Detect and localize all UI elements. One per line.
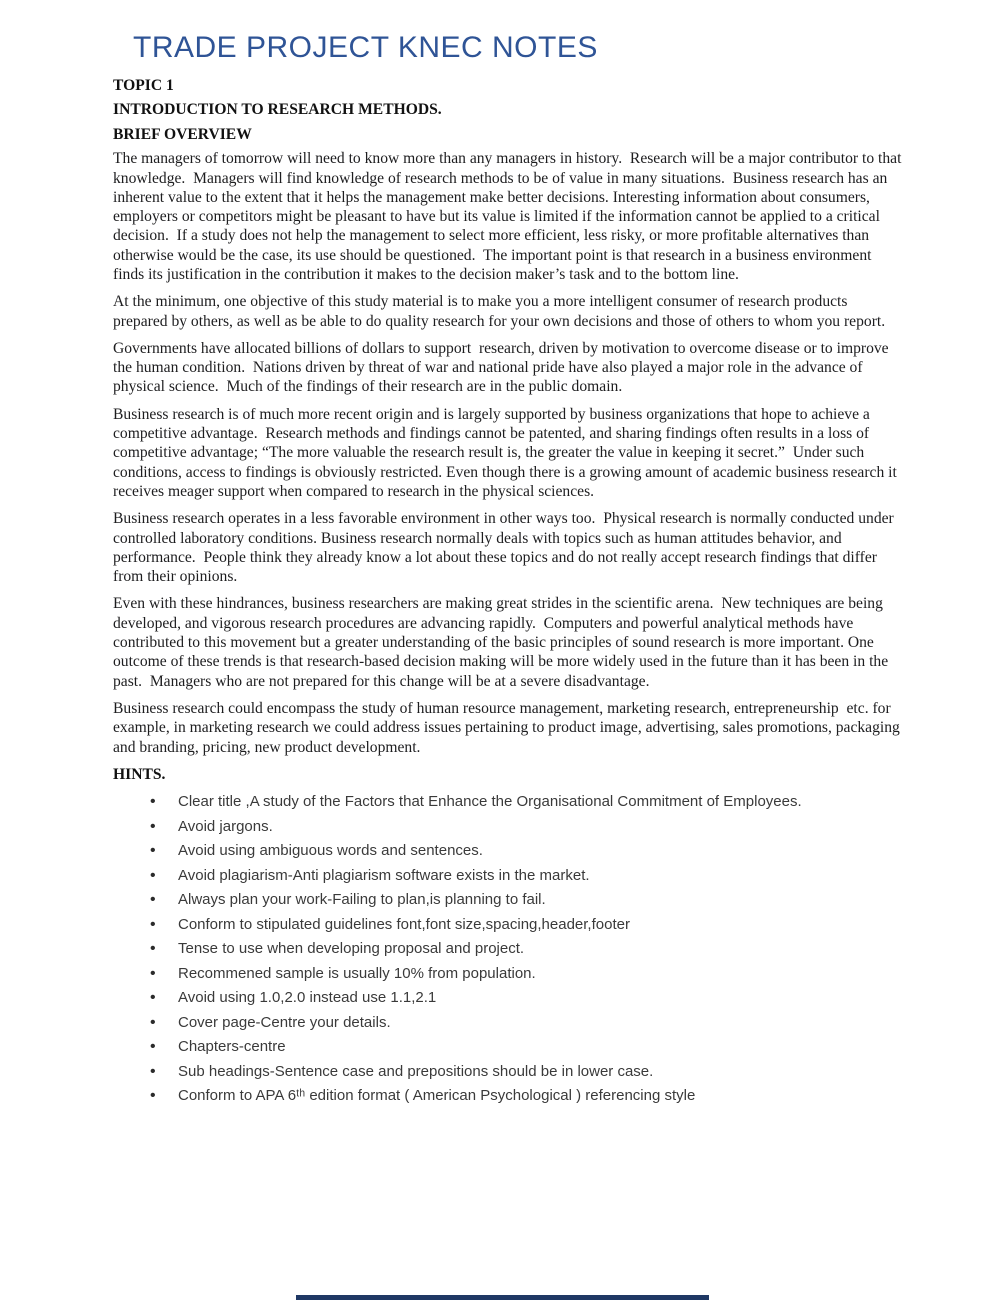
bullet-icon <box>150 1012 178 1035</box>
bullet-icon <box>150 987 178 1010</box>
bullet-icon <box>150 914 178 937</box>
list-item <box>113 815 902 840</box>
list-item-text: Cover page-Centre your details. <box>178 1013 391 1031</box>
bullet-icon <box>150 865 178 888</box>
list-item <box>113 888 902 913</box>
bullet-icon <box>150 938 178 961</box>
page-title: TRADE PROJECT KNEC NOTES <box>133 31 598 64</box>
paragraph-less-favorable-environment: Business research operates in a less favorable environment in other ways too. Physical research is normally conducted under controlled laboratory conditions. Business research normally deals with topics such as human attitudes behavior, and performance. People think they already know a lot about these topics and do not really accept research findings that differ from their opinions. <box>113 510 898 586</box>
list-item <box>113 1084 902 1109</box>
paragraph-managers-of-tomorrow: The managers of tomorrow will need to know more than any managers in history. Research will be a major contributor to that knowledge. Managers will find knowledge of research methods to be of value in many situations. Business research has an inherent value to the extent that it helps the management make better decisions. Interesting information about consumers, employers or competitors might be pleasant to have but its value is limited if the information cannot be applied to a critical decision. If a study does not help the management to select more efficient, less risky, or more profitable alternatives than otherwise would be the case, its use should be questioned. The important point is that research in a business environment finds its justification in the contribution it makes to the decision maker’s task and to the bottom line. <box>113 150 906 283</box>
list-item-text: Avoid jargons. <box>178 817 273 835</box>
list-item-text: Tense to use when developing proposal and project. <box>178 940 525 958</box>
bullet-icon <box>150 1061 178 1084</box>
paragraph-business-research-origin: Business research is of much more recent origin and is largely supported by business organizations that hope to achieve a competitive advantage. Research methods and findings cannot be patented, and sharing findings often results in a loss of competitive advantage; “The more valuable the research result is, the greater the value in keeping it secret.” Under such conditions, access to findings is obviously restricted. Even though there is a growing amount of academic business research it receives meager support when compared to research in the physical sciences. <box>113 405 901 500</box>
bullet-icon <box>150 791 178 814</box>
list-item-text: Sub headings-Sentence case and prepositions should be in lower case. <box>178 1062 654 1080</box>
heading-hints: HINTS. <box>113 765 166 783</box>
bullet-icon <box>150 889 178 912</box>
bullet-icon <box>150 963 178 986</box>
list-item-text: Chapters-centre <box>178 1038 286 1056</box>
list-item <box>113 839 902 864</box>
list-item <box>113 1060 902 1085</box>
list-item <box>113 962 902 987</box>
list-item-text: Avoid using ambiguous words and sentences. <box>178 842 483 860</box>
list-item-text: Always plan your work-Failing to plan,is planning to fail. <box>178 891 546 909</box>
next-section-divider-bar <box>296 1295 709 1300</box>
list-item <box>113 864 902 889</box>
bullet-icon <box>150 840 178 863</box>
list-item <box>113 986 902 1011</box>
paragraph-hindrances-progress: Even with these hindrances, business researchers are making great strides in the scientific arena. New techniques are being developed, and vigorous research procedures are advancing rapidly. Computers and powerful analytical methods have contributed to this movement but a greater understanding of the basic principles of sound research is more important. One outcome of these trends is that research-based decision making will be more widely used in the future than it has been in the past. Managers who are not prepared for this change will be at a severe disadvantage. <box>113 595 893 690</box>
heading-introduction: INTRODUCTION TO RESEARCH METHODS. <box>113 101 442 119</box>
list-item <box>113 790 902 815</box>
paragraph-governments-funding: Governments have allocated billions of dollars to support research, driven by motivation to overcome disease or to improve the human condition. Nations driven by threat of war and national pride have also played a major role in the advance of physical science. Much of the findings of their research are in the public domain. <box>113 339 893 396</box>
bullet-icon <box>150 1085 178 1108</box>
bullet-icon <box>150 1036 178 1059</box>
list-item-text: Clear title ,A study of the Factors that Enhance the Organisational Commitment of Employees. <box>178 793 802 811</box>
list-item <box>113 1035 902 1060</box>
hints-list <box>113 790 902 1109</box>
list-item-text: Recommened sample is usually 10% from population. <box>178 964 536 982</box>
heading-topic: TOPIC 1 <box>113 77 174 94</box>
list-item-text: Avoid using 1.0,2.0 instead use 1.1,2.1 <box>178 989 437 1007</box>
paragraph-study-objective: At the minimum, one objective of this study material is to make you a more intelligent consumer of research products prepared by others, as well as be able to do quality research for your own decisions and those of others to whom you report. <box>113 293 886 330</box>
bullet-icon <box>150 816 178 839</box>
list-item-text: Conform to APA 6ᵗʰ edition format ( American Psychological ) referencing style <box>178 1087 696 1105</box>
list-item <box>113 913 902 938</box>
list-item <box>113 1011 902 1036</box>
heading-brief-overview: BRIEF OVERVIEW <box>113 125 252 143</box>
list-item <box>113 937 902 962</box>
list-item-text: Avoid plagiarism-Anti plagiarism software exists in the market. <box>178 866 590 884</box>
paragraph-research-scope: Business research could encompass the study of human resource management, marketing research, entrepreneurship etc. for example, in marketing research we could address issues pertaining to product image, advertising, sales promotions, packaging and branding, pricing, new product development. <box>113 699 904 756</box>
list-item-text: Conform to stipulated guidelines font,font size,spacing,header,footer <box>178 915 630 933</box>
